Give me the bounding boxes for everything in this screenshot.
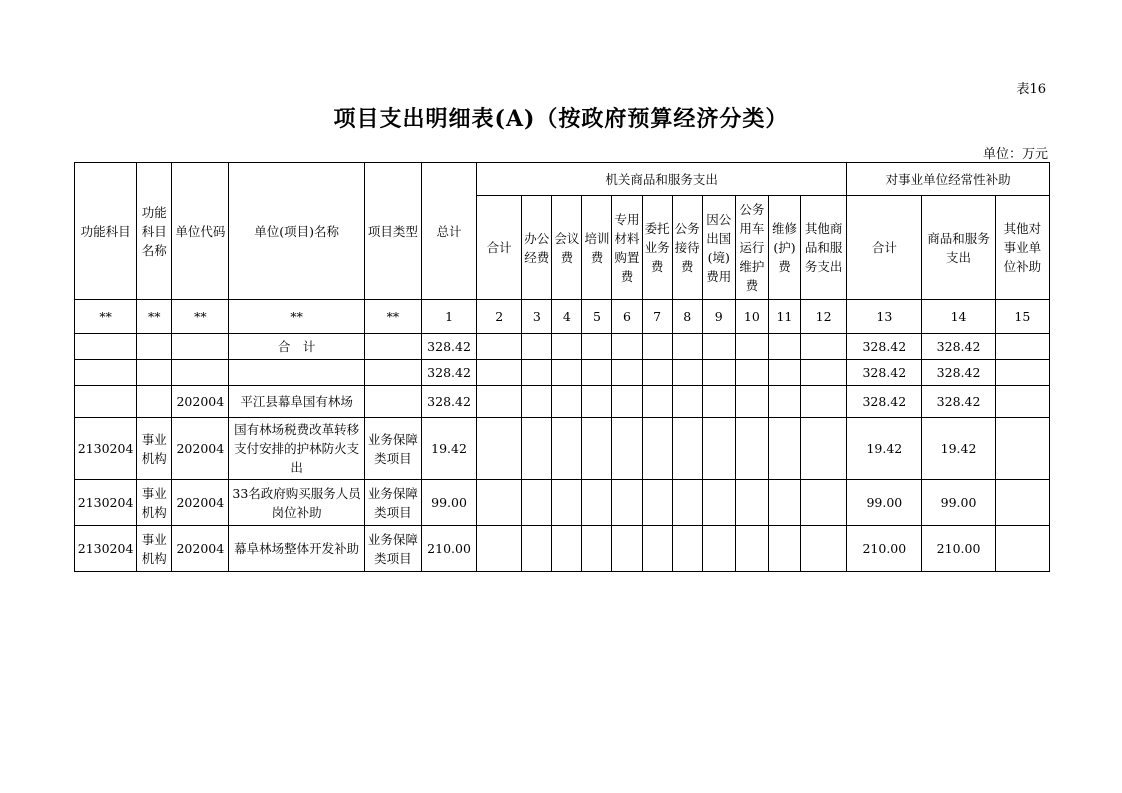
cell-code: 202004 [172, 386, 229, 418]
col-sub: 因公出国(境)费用 [702, 196, 735, 300]
table-row [75, 526, 1050, 572]
cell-c14: 328.42 [922, 386, 995, 418]
index-cell: 1 [421, 300, 476, 334]
cell-c14: 99.00 [922, 480, 995, 526]
cell-fname: 事业机构 [137, 526, 172, 572]
cell-func: 2130204 [75, 418, 137, 480]
col-func-subject-name: 功能科目名称 [137, 163, 172, 300]
cell-name: 33名政府购买服务人员岗位补助 [229, 480, 364, 526]
col-unit-name: 单位(项目)名称 [229, 163, 364, 300]
table-row [75, 386, 1050, 418]
cell-total: 328.42 [421, 360, 476, 386]
cell-func [75, 334, 137, 360]
index-cell: 7 [642, 300, 672, 334]
col-sub: 合计 [477, 196, 522, 300]
cell-total: 328.42 [421, 386, 476, 418]
col-group-goods: 机关商品和服务支出 [477, 163, 847, 196]
index-cell: 10 [735, 300, 768, 334]
cell-c13: 99.00 [847, 480, 922, 526]
col-sub: 委托业务费 [642, 196, 672, 300]
cell-func [75, 360, 137, 386]
index-cell: 12 [800, 300, 846, 334]
page-title: 项目支出明细表(A)（按政府预算经济分类） [333, 106, 789, 132]
table-row [75, 418, 1050, 480]
unit-label: 单位：万元 [982, 147, 1048, 162]
col-func-subject: 功能科目 [75, 163, 137, 300]
col-sub: 维修(护)费 [768, 196, 800, 300]
cell-name: 平江县幕阜国有林场 [229, 386, 364, 418]
cell-type: 业务保障类项目 [364, 480, 421, 526]
index-cell: ** [172, 300, 229, 334]
index-cell: 11 [768, 300, 800, 334]
col-unit-code: 单位代码 [172, 163, 229, 300]
cell-func [75, 386, 137, 418]
cell-c14: 210.00 [922, 526, 995, 572]
cell-fname: 事业机构 [137, 480, 172, 526]
expenditure-table [74, 162, 1050, 572]
cell-type [364, 386, 421, 418]
index-cell: 8 [672, 300, 702, 334]
cell-type: 业务保障类项目 [364, 418, 421, 480]
col-sub2: 合计 [847, 196, 922, 300]
col-sub: 公务用车运行维护费 [735, 196, 768, 300]
table-row [75, 334, 1050, 360]
index-cell: 6 [612, 300, 642, 334]
cell-total: 210.00 [421, 526, 476, 572]
col-sub: 培训费 [582, 196, 612, 300]
cell-fname [137, 386, 172, 418]
index-cell: ** [75, 300, 137, 334]
cell-code: 202004 [172, 480, 229, 526]
index-cell: ** [229, 300, 364, 334]
col-sub: 会议费 [552, 196, 582, 300]
cell-fname [137, 334, 172, 360]
cell-fname: 事业机构 [137, 418, 172, 480]
cell-code: 202004 [172, 418, 229, 480]
cell-c13: 210.00 [847, 526, 922, 572]
cell-c13: 328.42 [847, 360, 922, 386]
table-row [75, 480, 1050, 526]
index-cell: 2 [477, 300, 522, 334]
col-sub: 办公经费 [522, 196, 552, 300]
cell-name: 国有林场税费改革转移支付安排的护林防火支出 [229, 418, 364, 480]
table-row [75, 360, 1050, 386]
index-cell: 4 [552, 300, 582, 334]
cell-fname [137, 360, 172, 386]
col-total: 总计 [421, 163, 476, 300]
col-sub: 公务接待费 [672, 196, 702, 300]
index-cell: 9 [702, 300, 735, 334]
cell-c14: 19.42 [922, 418, 995, 480]
col-group-subsidy: 对事业单位经常性补助 [847, 163, 1050, 196]
table-number: 表16 [1016, 82, 1046, 97]
cell-type [364, 334, 421, 360]
cell-name [229, 360, 364, 386]
cell-total: 328.42 [421, 334, 476, 360]
cell-type: 业务保障类项目 [364, 526, 421, 572]
cell-name: 合 计 [229, 334, 364, 360]
cell-total: 99.00 [421, 480, 476, 526]
index-cell: 13 [847, 300, 922, 334]
col-sub2: 商品和服务支出 [922, 196, 995, 300]
col-sub: 其他商品和服务支出 [800, 196, 846, 300]
cell-c14: 328.42 [922, 360, 995, 386]
col-project-type: 项目类型 [364, 163, 421, 300]
index-cell: ** [137, 300, 172, 334]
cell-func: 2130204 [75, 526, 137, 572]
index-cell: 5 [582, 300, 612, 334]
col-sub: 专用材料购置费 [612, 196, 642, 300]
cell-c13: 328.42 [847, 334, 922, 360]
index-cell: 14 [922, 300, 995, 334]
cell-c14: 328.42 [922, 334, 995, 360]
cell-type [364, 360, 421, 386]
cell-func: 2130204 [75, 480, 137, 526]
index-cell: ** [364, 300, 421, 334]
header-row-1 [75, 163, 1050, 196]
col-sub2: 其他对事业单位补助 [995, 196, 1049, 300]
cell-name: 幕阜林场整体开发补助 [229, 526, 364, 572]
index-cell: 3 [522, 300, 552, 334]
cell-code: 202004 [172, 526, 229, 572]
cell-c13: 19.42 [847, 418, 922, 480]
cell-c13: 328.42 [847, 386, 922, 418]
index-row [75, 300, 1050, 334]
index-cell: 15 [995, 300, 1049, 334]
cell-total: 19.42 [421, 418, 476, 480]
cell-code [172, 334, 229, 360]
cell-code [172, 360, 229, 386]
